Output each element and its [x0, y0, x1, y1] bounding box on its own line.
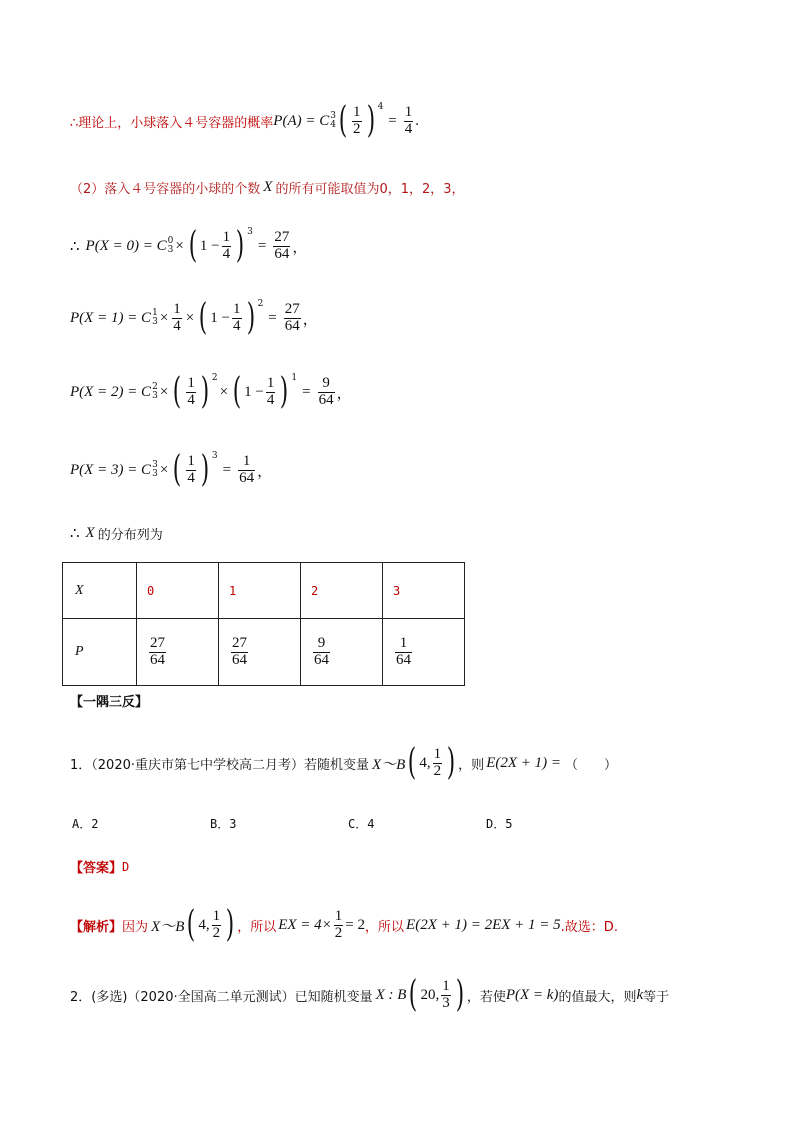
var-x: X [85, 525, 95, 541]
expectation-expr: EX = 4× [278, 916, 332, 933]
distribution-label: 的分布列为 [97, 528, 163, 543]
power: 4 [377, 102, 384, 112]
distribution-intro [70, 524, 163, 543]
values-text-b: 的所有可能取值为0，1，2，3， [275, 182, 465, 197]
one-minus: 1 − [244, 383, 264, 400]
table-cell: 0 [137, 563, 219, 619]
times-sign: × [159, 461, 169, 478]
q2-pk: P(X = k) [505, 986, 559, 1003]
q1-ask: ，则 [458, 757, 485, 773]
times-sign: × [175, 237, 184, 254]
frac-num: 1 [173, 300, 181, 317]
times-sign: × [219, 383, 229, 400]
p-x1-line: P(X = 1) = C 1 3 × $\frac{1}{4}$ × ( 1 − $\frac{1}{4}$ ) 2 = $\frac{27}{64}$ ， [70, 297, 318, 338]
frac-num: 1 [187, 374, 195, 391]
table-cell: $\frac{27}{64}$ [137, 619, 219, 686]
comma: ， [336, 385, 352, 402]
power: 2 [257, 299, 264, 309]
conclusion-text: ∴理论上，小球落入４号容器的概率 [70, 115, 274, 131]
comb-sup: 1 [152, 308, 158, 318]
frac-num: 1 [233, 300, 241, 317]
frac-den: 4 [187, 391, 195, 408]
p-x0-line: ∴ P(X = 0) = C 0 3 × ( 1 − $\frac{1}{4}$ ) 3 = $\frac{27}{64}$ ， [70, 225, 308, 266]
frac-num: 1 [187, 452, 195, 469]
comma: ， [292, 239, 308, 256]
equals-sign: = [222, 461, 232, 478]
question-1: 1．（2020·重庆市第七中学校高二月考）若随机变量 X～B ( 4, $\frac{1}{2}$ ) ，则 E(2X + 1) = （ ） [70, 742, 618, 783]
table-row [63, 563, 465, 619]
frac-num: 1 [222, 228, 231, 245]
frac-den: 4 [266, 391, 275, 408]
option-d: D．5 [486, 817, 513, 831]
p-x2-line: P(X = 2) = C 2 3 × ( $\frac{1}{4}$ ) 2 × ( 1 − $\frac{1}{4}$ ) 1 = $\frac{9}{64}$ ， [70, 371, 352, 412]
therefore-sign: ∴ [70, 526, 80, 542]
answer-value: D [122, 859, 130, 874]
distribution-table [62, 562, 465, 686]
q1-expression: E(2X + 1) = [486, 754, 561, 771]
result-num: 1 [242, 452, 251, 469]
therefore-sign: ∴ [70, 238, 80, 255]
table-head-p: P [63, 619, 137, 686]
comb-sub: 3 [167, 245, 174, 255]
q1-param-n: 4, [419, 754, 431, 771]
possible-values-line [70, 178, 465, 197]
option-a: A．2 [72, 817, 99, 831]
p0-lhs: P(X = 0) = C [85, 237, 167, 254]
result-num: 9 [322, 374, 330, 391]
q2-k: k [636, 986, 644, 1003]
q2-distribution: X : B [375, 986, 407, 1003]
comb-sub: 3 [152, 391, 158, 401]
values-text-a: （2）落入４号容器的小球的个数 [70, 182, 261, 197]
comb-sup: 3 [330, 111, 336, 121]
comb-sub: 3 [152, 469, 158, 479]
result-den: 64 [239, 469, 255, 486]
q1-distribution: X～B [372, 756, 406, 773]
times-sign: × [185, 309, 195, 326]
comma: ， [302, 311, 318, 328]
frac-den: 4 [222, 245, 231, 262]
result-den: 4 [404, 120, 413, 137]
power: 3 [247, 227, 253, 237]
power: 3 [211, 451, 218, 461]
comb-sub: 3 [152, 317, 158, 327]
table-head-x: X [63, 563, 137, 619]
equals-sign: = [268, 309, 277, 326]
q2-stem: 2．(多选)（2020·全国高二单元测试）已知随机变量 [70, 989, 373, 1005]
result-num: 27 [284, 300, 300, 317]
table-cell: 1 [219, 563, 301, 619]
comb-sup: 2 [152, 382, 158, 392]
q1-stem: 1．（2020·重庆市第七中学校高二月考）若随机变量 [70, 757, 369, 773]
analysis-line: 【解析】 因为 X～B ( 4, $\frac{1}{2}$ ) ，所以 EX = 4× $\frac{1}{2}$ = 2 ，所以 E(2X + 1) = 2EX + 1 = 5 .故选：D. [70, 904, 618, 945]
section-heading: 【一隅三反】 [70, 695, 149, 710]
frac-den: 4 [173, 317, 181, 334]
equals-sign: = [388, 112, 397, 129]
table-cell: $\frac{1}{64}$ [383, 619, 465, 686]
result-num: 27 [274, 228, 290, 245]
frac-num: 1 [353, 103, 361, 120]
power: 2 [211, 373, 218, 383]
table-row [63, 619, 465, 686]
table-cell: $\frac{9}{64}$ [301, 619, 383, 686]
result-den: 64 [274, 245, 290, 262]
p-x3-line: P(X = 3) = C 3 3 × ( $\frac{1}{4}$ ) 3 = $\frac{1}{64}$ ， [70, 449, 273, 490]
p3-lhs: P(X = 3) = C [70, 461, 152, 478]
one-minus: 1 − [210, 309, 231, 326]
probability-line-a: ∴理论上，小球落入４号容器的概率 P(A) = C 3 4 ( $\frac{1}{2}$ ) 4 = $\frac{1}{4}$ . [70, 100, 420, 141]
option-c: C．4 [348, 817, 375, 831]
option-b: B．3 [210, 817, 237, 831]
one-minus: 1 − [199, 237, 220, 254]
prob-lhs: P(A) = C [273, 112, 330, 129]
answer-line [70, 857, 129, 876]
comma: ， [257, 463, 273, 480]
equals-sign: = [302, 383, 311, 400]
table-cell: $\frac{27}{64}$ [219, 619, 301, 686]
comb-sup: 0 [167, 236, 174, 246]
q1-blank: （ ） [565, 757, 618, 773]
result-den: 64 [318, 391, 334, 408]
answer-label: 【答案】 [70, 861, 123, 876]
p2-lhs: P(X = 2) = C [70, 383, 152, 400]
frac-num: 1 [266, 374, 275, 391]
result-den: 64 [284, 317, 300, 334]
result-num: 1 [404, 103, 413, 120]
table-cell: 3 [383, 563, 465, 619]
comb-sup: 3 [152, 460, 158, 470]
times-sign: × [159, 383, 169, 400]
frac-den: 4 [233, 317, 241, 334]
period: . [415, 112, 420, 129]
power: 1 [291, 373, 298, 383]
frac-den: 4 [187, 469, 195, 486]
table-cell: 2 [301, 563, 383, 619]
p1-lhs: P(X = 1) = C [70, 309, 152, 326]
equals-sign: = [257, 237, 267, 254]
frac-den: 2 [353, 120, 361, 137]
analysis-distribution: X～B [151, 918, 185, 935]
times-sign: × [159, 309, 169, 326]
var-x: X [263, 179, 273, 195]
analysis-text: 因为 [122, 919, 149, 935]
question-2: 2．(多选)（2020·全国高二单元测试）已知随机变量 X : B ( 20, $\frac{1}{3}$ ) ，若使 P(X = k) 的值最大，则 k 等于 [70, 974, 670, 1015]
analysis-label: 【解析】 [70, 919, 123, 935]
final-expr: E(2X + 1) = 2EX + 1 = 5 [406, 916, 561, 933]
comb-sub: 4 [330, 120, 336, 130]
